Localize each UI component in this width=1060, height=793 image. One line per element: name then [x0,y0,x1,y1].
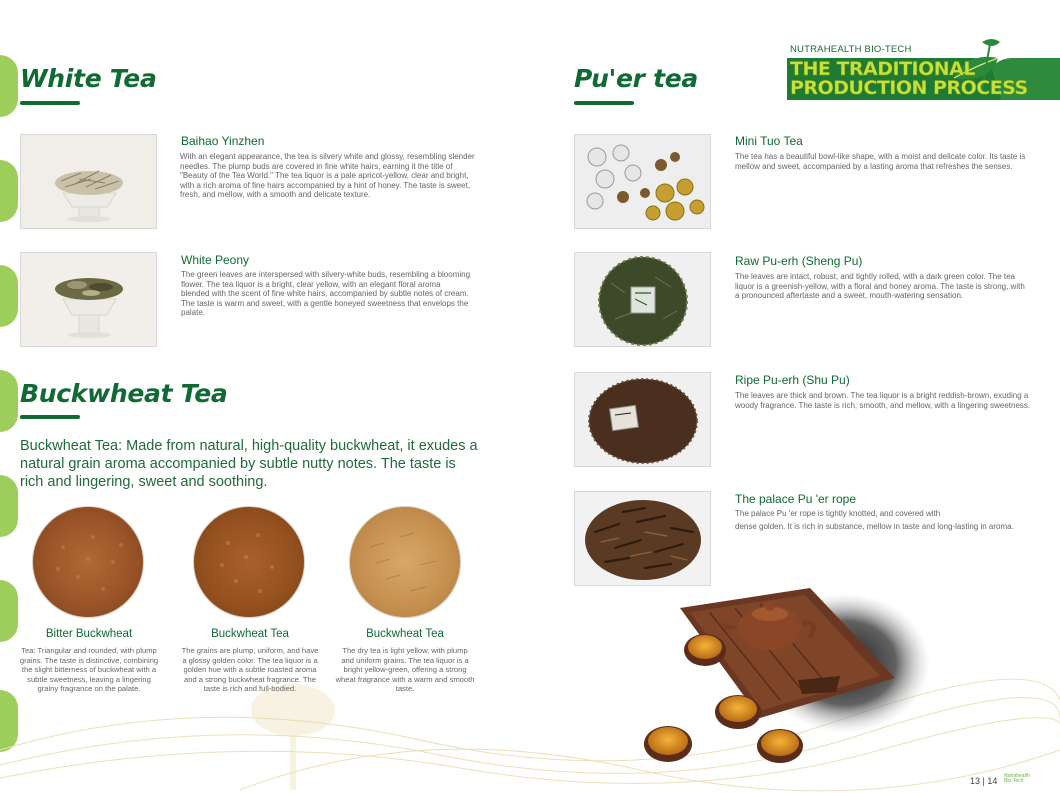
item-description: The leaves are thick and brown. The tea liquor is a bright reddish-brown, exuding a woody fragrance. The taste is rich, smooth, and mellow, with a lingering sweetness. [735,391,1031,410]
leaf-decoration [0,370,18,432]
footer-brand-line-2: Bio-Tech [1004,778,1024,784]
item-description: The grains are plump, uniform, and have a glossy golden color. The tea liquor is a golden hue with a subtle roasted aroma and a strong buckwheat fragrance. The taste is rich and full-bodied. [181,646,319,694]
buckwheat-tea-title: Buckwheat Tea [20,379,228,408]
title-underline [20,101,80,105]
item-description: dense golden. It is rich in substance, mellow in taste and long-lasting in aroma. [735,522,1014,531]
item-name: Bitter Buckwheat [45,628,133,640]
teapot-illustration [640,568,940,793]
item-description: With an elegant appearance, the tea is silvery white and glossy, resembling slender needles. The plump buds are covered in fine white hairs, earning it the title of "Beauty of the Tea World." The tea liquor is a pale apricot-yellow, clear and bright, with a rich aroma of fine hairs accompanied by a hint of honey. The taste is sweet, fresh, and mellow, with a smooth and delicate texture. [180,152,475,200]
leaf-decoration [0,55,18,117]
bitter-buckwheat-photo [32,506,144,618]
buckwheat-intro: Buckwheat Tea: Made from natural, high-quality buckwheat, it exudes a natural grain aroma accompanied by subtle nutty notes. The taste is rich and lingering, sweet and soothing. [20,438,478,490]
item-name: Baihao Yinzhen [181,134,265,148]
banner-line-2: PRODUCTION PROCESS [790,77,1028,99]
page-numbers: 13 | 14 [970,776,998,786]
item-description: The dry tea is light yellow, with plump and uniform grains. The tea liquor is a bright yellow-green, offering a strong wheat fragrance with a warm and smooth taste. [335,646,475,694]
item-name: The palace Pu 'er rope [735,492,857,506]
puer-tea-title: Pu'er tea [574,64,698,93]
title-underline [574,101,634,105]
item-name: Buckwheat Tea [211,628,289,640]
leaf-decoration [0,160,18,222]
title-underline [20,415,80,419]
item-description: The tea has a beautiful bowl-like shape, with a moist and delicate color. Its taste is mellow and sweet, accompanied by a lasting aroma that refreshes the senses. [735,152,1026,171]
brand-name: NUTRAHEALTH BIO-TECH [790,44,912,55]
item-name: White Peony [181,253,250,267]
leaf-decoration [0,265,18,327]
item-name: Ripe Pu-erh (Shu Pu) [735,373,850,387]
banner-title [790,60,1028,98]
tree-silhouette [251,684,335,790]
item-name: Raw Pu-erh (Sheng Pu) [735,254,863,268]
white-tea-title: White Tea [20,64,157,93]
buckwheat-tea-light-photo [349,506,461,618]
item-name: Mini Tuo Tea [735,134,803,148]
leaf-decoration [0,475,18,537]
item-name: Buckwheat Tea [366,628,444,640]
white-peony-photo [20,252,157,347]
banner-line-1: THE TRADITIONAL [790,58,975,80]
footer-brand [1004,774,1030,784]
item-description: The palace Pu 'er rope is tightly knotted, and covered with [735,509,941,518]
item-description: Tea: Triangular and rounded, with plump grains. The taste is distinctive, combining the slight bitterness of buckwheat with a subtle sweetness, leaving a lingering grainy fragrance on the palate. [19,646,159,694]
footer-brand-line-1: Nutrahealth [1004,773,1030,779]
item-description: The leaves are intact, robust, and tightly rolled, with a dark green color. The tea liquor is a greenish-yellow, with a floral and honey aroma. The taste is strong, with a pronounced aftertaste and a sweet, mouth-watering sensation. [735,272,1025,301]
item-description: The green leaves are interspersed with silvery-white buds, resembling a blooming flower. The tea liquor is a bright, clear yellow, with an elegant floral aroma blended with the scent of fine white hairs, accompanied by subtle notes of cream. The taste is warm and sweet, with a gentle honeyed sweetness that envelops the palate. [181,270,471,318]
mini-tuo-tea-photo [574,134,711,229]
raw-puerh-photo [574,252,711,347]
ripe-puerh-photo [574,372,711,467]
baihao-yinzhen-photo [20,134,157,229]
buckwheat-tea-photo [193,506,305,618]
